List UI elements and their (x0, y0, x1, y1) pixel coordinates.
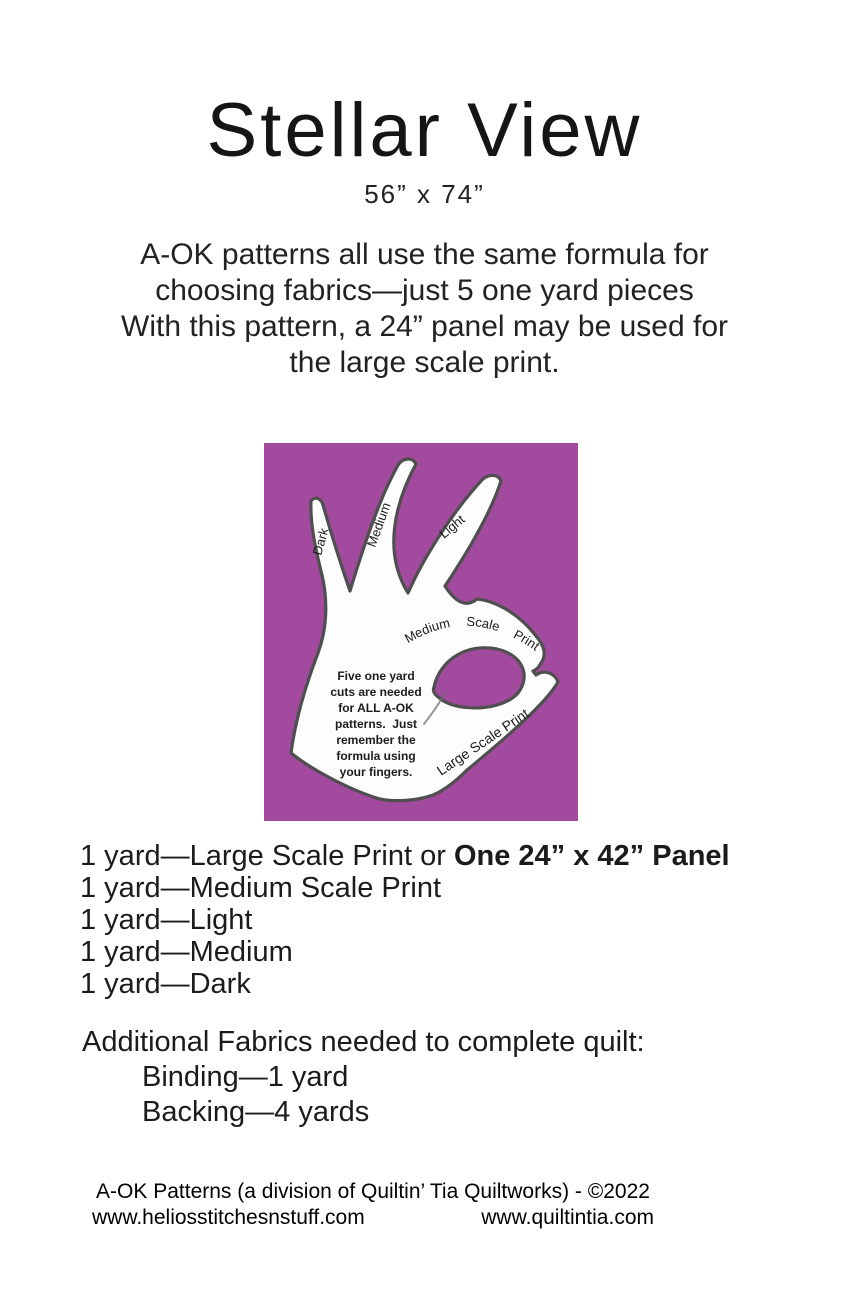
finger-label-dark: Dark (309, 526, 332, 557)
footer-credit: A-OK Patterns (a division of Quiltin’ Tia Quiltworks) - ©2022 (96, 1180, 650, 1203)
hand-diagram (264, 443, 578, 821)
palm-note-line: cuts are needed (330, 685, 422, 699)
palm-note-line: formula using (336, 749, 416, 763)
yardage-item-text: 1 yard—Large Scale Print or (80, 840, 454, 872)
pattern-title: Stellar View (206, 88, 643, 173)
yardage-item-text: 1 yard—Medium Scale Print (80, 872, 442, 904)
yardage-item-bold: One 24” x 42” Panel (453, 840, 730, 872)
footer (78, 1179, 668, 1231)
finger-label-index-text: Medium Scale Print (401, 613, 543, 654)
palm-note-line: for ALL A-OK (338, 701, 414, 715)
quilt-size: 56” x 74” (364, 179, 485, 209)
additional-section (82, 1025, 849, 1130)
yardage-item (80, 936, 849, 968)
yardage-item (80, 968, 849, 1000)
intro-line: A-OK patterns all use the same formula for (140, 238, 709, 271)
footer-url-left: www.heliosstitchesnstuff.com (92, 1206, 365, 1229)
additional-item: Backing—4 yards (142, 1096, 370, 1128)
yardage-item (80, 872, 849, 904)
ok-hand-svg (264, 443, 578, 821)
additional-heading: Additional Fabrics needed to complete quilt: (82, 1026, 645, 1058)
intro-line: the large scale print. (289, 346, 560, 379)
yardage-item-text: 1 yard—Dark (80, 968, 251, 1000)
yardage-item (80, 904, 849, 936)
yardage-item (80, 840, 849, 872)
yardage-list (80, 840, 849, 1000)
palm-note-line: remember the (336, 733, 416, 747)
yardage-item-text: 1 yard—Medium (80, 936, 293, 968)
finger-label-medium: Medium (363, 500, 394, 550)
palm-note-line: patterns. Just (334, 717, 418, 731)
intro-paragraph (0, 237, 849, 381)
finger-label-light: Light (436, 511, 468, 542)
intro-line: choosing fabrics—just 5 one yard pieces (155, 274, 694, 307)
palm-note-line: Five one yard (337, 669, 415, 683)
finger-label-thumb: Large Scale Print (433, 705, 532, 779)
yardage-item-text: 1 yard—Light (80, 904, 253, 936)
palm-note-line: your fingers. (339, 765, 413, 779)
additional-item: Binding—1 yard (142, 1061, 349, 1093)
intro-line: With this pattern, a 24” panel may be used for (121, 310, 728, 343)
footer-url-right: www.quiltintia.com (481, 1206, 654, 1229)
